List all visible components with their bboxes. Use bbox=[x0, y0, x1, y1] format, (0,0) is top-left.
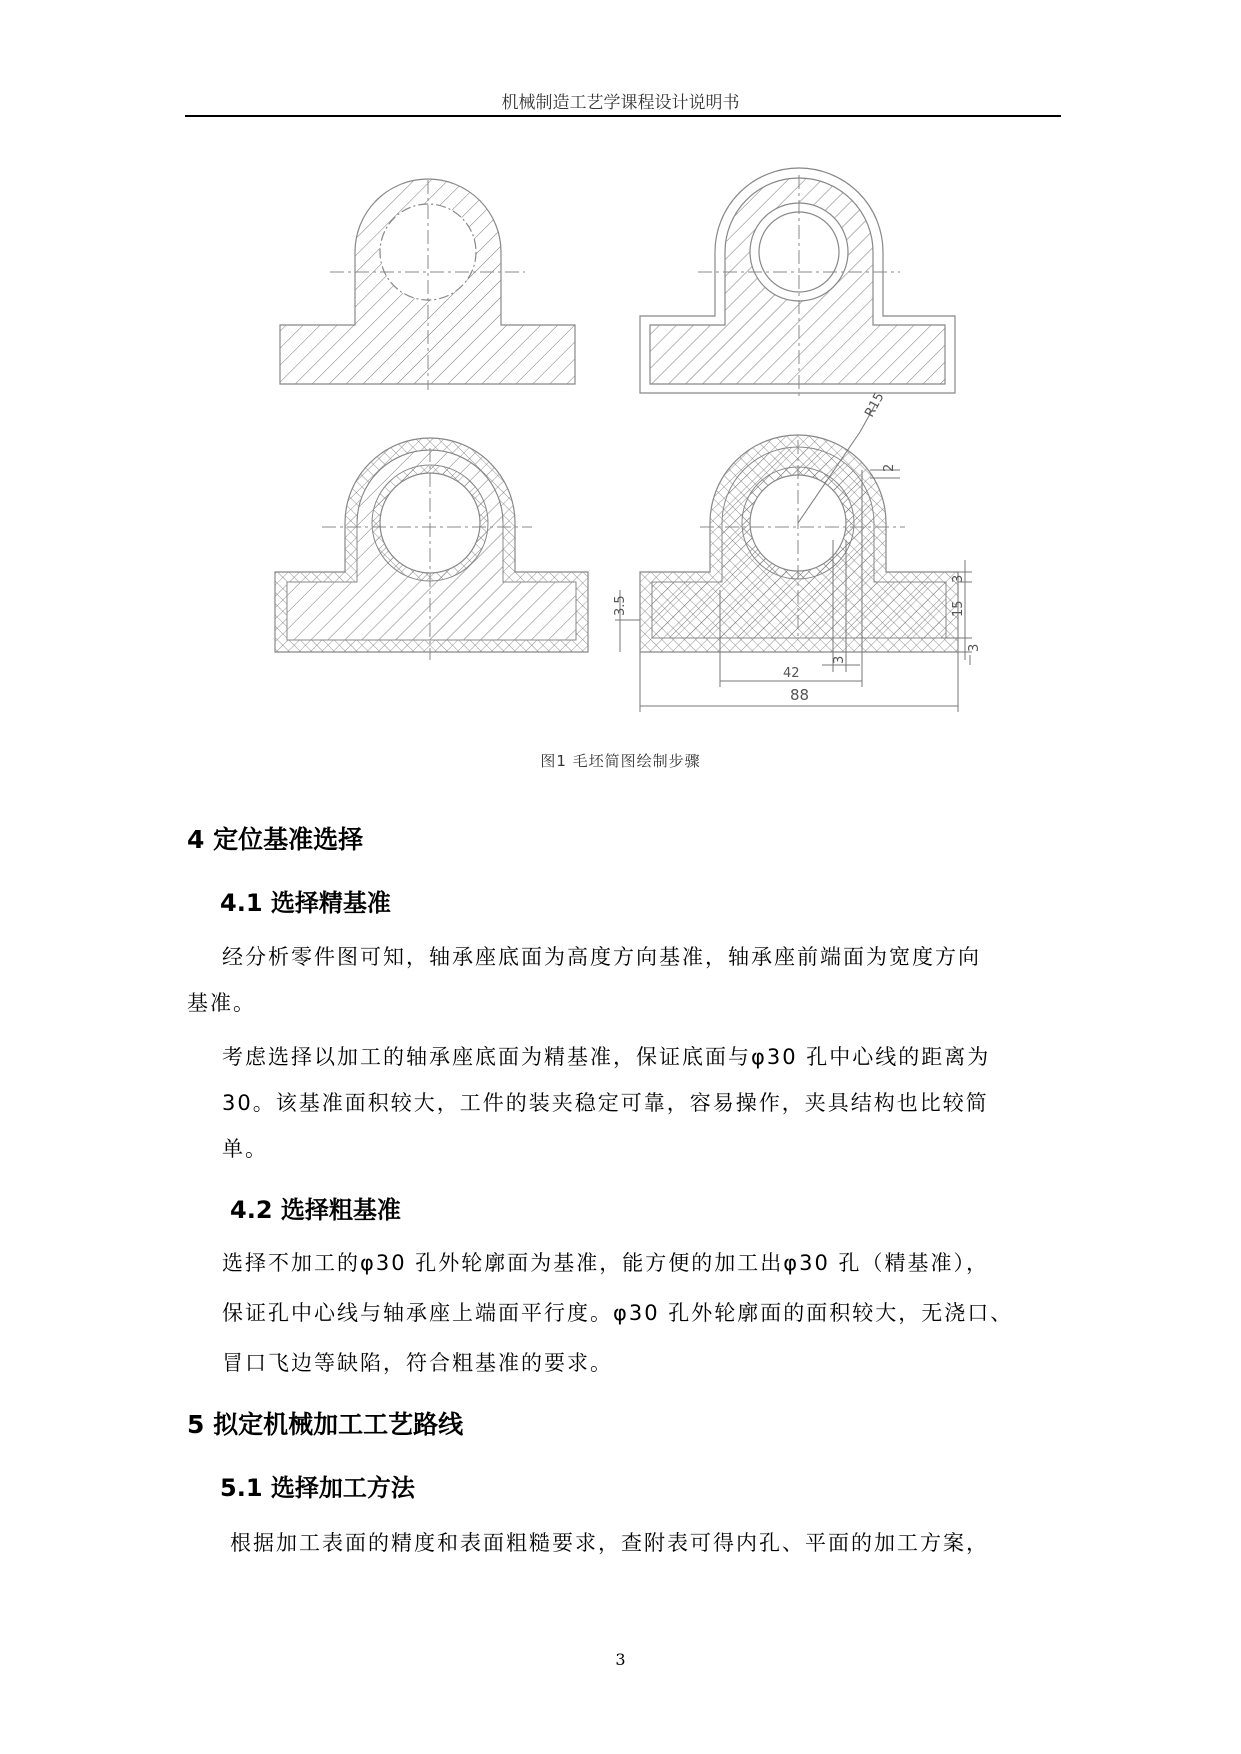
drawing-step-3 bbox=[275, 438, 588, 660]
section-4-1-para-2-line-1: 考虑选择以加工的轴承座底面为精基准，保证底面与φ30 孔中心线的距离为 bbox=[222, 1045, 991, 1069]
figure-caption: 图1 毛坯简图绘制步骤 bbox=[540, 752, 701, 770]
dim-3-right-label: 3 bbox=[967, 643, 982, 652]
header-divider bbox=[185, 115, 1061, 117]
dim-42-label: 42 bbox=[783, 666, 800, 681]
dim-r15-label: R15 bbox=[862, 390, 888, 420]
document-header-title: 机械制造工艺学课程设计说明书 bbox=[501, 93, 740, 113]
section-4-1-para-2-line-2: 30。该基准面积较大，工件的装夹稳定可靠，容易操作，夹具结构也比较简 bbox=[222, 1091, 989, 1115]
dim-3-bottom-label: 3 bbox=[832, 655, 847, 664]
dim-3-top-label: 3 bbox=[951, 574, 966, 583]
section-4-1-para-1-line-2: 基准。 bbox=[187, 991, 256, 1015]
section-4-1-heading: 4.1 选择精基准 bbox=[220, 889, 391, 917]
section-4-heading: 4 定位基准选择 bbox=[187, 825, 364, 854]
section-4-2-para-line-1: 选择不加工的φ30 孔外轮廓面为基准，能方便的加工出φ30 孔（精基准）， bbox=[222, 1251, 989, 1275]
dim-15-label: 15 bbox=[951, 600, 966, 617]
section-5-heading: 5 拟定机械加工工艺路线 bbox=[187, 1410, 464, 1439]
section-4-1-para-2-line-3: 单。 bbox=[222, 1137, 268, 1161]
dim-88-label: 88 bbox=[790, 686, 810, 704]
drawing-step-4 bbox=[613, 390, 982, 712]
blank-drawing-figure bbox=[180, 150, 1060, 720]
dim-3-5-label: 3.5 bbox=[613, 595, 628, 616]
section-4-1-para-1-line-1: 经分析零件图可知，轴承座底面为高度方向基准，轴承座前端面为宽度方向 bbox=[222, 945, 981, 969]
section-4-2-para-line-2: 保证孔中心线与轴承座上端面平行度。φ30 孔外轮廓面的面积较大，无浇口、 bbox=[222, 1301, 1014, 1325]
drawing-step-2 bbox=[640, 168, 955, 400]
dim-2-label: 2 bbox=[882, 463, 897, 472]
section-4-2-heading: 4.2 选择粗基准 bbox=[230, 1196, 401, 1224]
section-4-2-para-line-3: 冒口飞边等缺陷，符合粗基准的要求。 bbox=[222, 1351, 613, 1375]
page-number: 3 bbox=[615, 1650, 626, 1669]
section-5-1-para-line-1: 根据加工表面的精度和表面粗糙要求，查附表可得内孔、平面的加工方案， bbox=[230, 1531, 989, 1555]
drawing-step-1 bbox=[280, 179, 575, 390]
section-5-1-heading: 5.1 选择加工方法 bbox=[220, 1474, 415, 1502]
